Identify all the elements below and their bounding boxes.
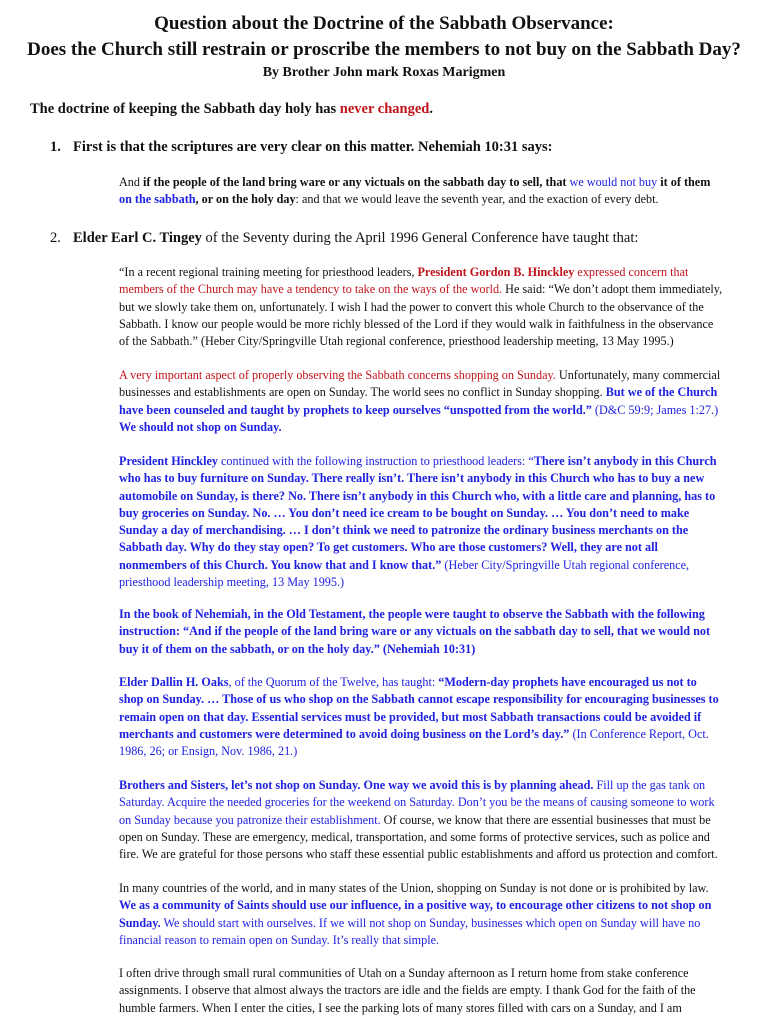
text-run: assignments. I observe that almost always the tractors are idle and the fields are empty. I thank God for the faith of the (119, 983, 696, 998)
quote-paragraph-7 (119, 880, 739, 949)
text-line (119, 264, 739, 281)
text-run: Brothers and Sisters, let’s not shop on Sunday. One way we avoid this is by planning ahead. (119, 778, 594, 792)
text-run: humble farmers. When I enter the cities, I see the parking lots of many stores filled with cars on a Sunday, and I am (119, 1000, 682, 1015)
text-line (119, 777, 739, 794)
text-run: (In Conference Report, Oct. (569, 726, 709, 741)
text-run: Sunday a day of merchandising. … I don’t think we need to patronize the ordinary business merchants on the (119, 523, 689, 538)
text-run: Of course, we know that there are essential businesses that must be (380, 812, 711, 827)
text-run: President Hinckley (119, 454, 218, 468)
text-line (119, 402, 739, 419)
text-run: shop on Sunday. … Those of us who shop on the Sabbath cannot escape responsibility for encouraging businesses to (119, 692, 719, 707)
text-line (119, 281, 739, 298)
text-run: . (429, 101, 433, 117)
text-run: members of the Church may have a tendency to take on the ways of the world. (119, 282, 503, 297)
text-run: nonmembers of this Church. You know that and I know that.” (119, 557, 442, 572)
quote-paragraph-4 (119, 606, 739, 658)
text-run: of the Sabbath.” (Heber City/Springville Utah regional conference, priesthood leadership meeting, 13 May 1995.) (119, 334, 674, 349)
text-run: , of the Quorum of the Twelve, has taught: (228, 675, 439, 689)
scripture-quote (119, 174, 739, 209)
text-line (119, 453, 739, 470)
text-run: 1986, 26; or Ensign, Nov. 1986, 21.) (119, 744, 298, 759)
text-run: we would not buy (569, 175, 658, 189)
text-run: But we of the Church (605, 385, 718, 400)
quote-paragraph-6 (119, 777, 739, 863)
emphasis-text: never changed (339, 101, 430, 117)
text-run: The doctrine of keeping the Sabbath day holy has (30, 101, 340, 117)
page-subtitle: Does the Church still restrain or proscribe the members to not buy on the Sabbath Day? (27, 39, 741, 60)
text-run: of the Seventy during the April 1996 General Conference have taught that: (201, 230, 639, 246)
text-run: on the sabbath (119, 192, 196, 207)
text-run: buy groceries on Sunday. No. … You don’t need ice cream to be bought on Sunday. … You don’t need to make (119, 505, 690, 520)
text-line (119, 726, 739, 743)
text-run: There isn’t anybody in this Church (533, 454, 717, 468)
text-run: In the book of Nehemiah, in the Old Testament, the people were taught to observe the Sabbath with the following (119, 607, 705, 621)
page-title: Question about the Doctrine of the Sabbath Observance: (154, 13, 614, 34)
text-run: “Modern-day prophets have encouraged us not to (438, 675, 697, 689)
text-line (119, 557, 739, 574)
text-run: if the people of the land bring ware or any victuals on the sabbath day to sell, that (143, 175, 570, 189)
list-number: 1. (50, 139, 61, 155)
text-run: Elder Dallin H. Oaks (119, 675, 229, 689)
text-run: but we slowly take them on, unfortunately. I wish I had the power to convert this whole Church to the observance of the (119, 299, 704, 314)
list-number: 2. (50, 230, 61, 246)
text-run: : and that we would leave the seventh year, and the exaction of every debt. (295, 192, 659, 207)
text-run: First is that the scriptures are very clear on this matter. Nehemiah 10:31 says: (73, 139, 553, 155)
text-line (119, 674, 739, 691)
text-line (119, 174, 739, 191)
text-run: Saturday. Acquire the needed groceries for the weekend on Saturday. Don’t you be the means of causing someone to work (119, 795, 715, 810)
text-run: We as a community of Saints should use our influence, in a positive way, to encourage other citizens to not shop on (119, 898, 712, 913)
text-run: He said: “We don’t adopt them immediately, (502, 282, 723, 297)
text-run: open on Sunday. These are emergency, medical, transportation, and some forms of protective services, such as police and (119, 829, 710, 844)
author-byline: By Brother John mark Roxas Marigmen (262, 65, 506, 80)
text-run: President Gordon B. Hinckley (417, 265, 575, 279)
text-run: I often drive through small rural communities of Utah on a Sunday afternoon as I return home from stake conference (119, 966, 689, 980)
text-run: We should not shop on Sunday. (119, 419, 282, 434)
text-run: fire. We are grateful for those persons who staff these essential public establishments and afford us protection and comfort. (119, 847, 718, 862)
text-run: In many countries of the world, and in many states of the Union, shopping on Sunday is not done or is prohibited by law. (119, 881, 709, 895)
text-run: expressed concern that (574, 265, 689, 279)
quote-paragraph-2 (119, 367, 739, 436)
text-run: And (119, 175, 144, 189)
quote-paragraph-3 (119, 453, 739, 591)
text-run: Fill up the gas tank on (593, 778, 706, 792)
text-run: Sunday. (119, 915, 161, 930)
text-run: it of them (657, 175, 711, 189)
text-run: A very important aspect of properly observing the Sabbath concerns shopping on Sunday. (119, 368, 556, 382)
text-run: have been counseled and taught by prophets to keep ourselves “unspotted from the world.” (119, 402, 592, 417)
text-run: businesses and establishments are open on Sunday. The world sees no conflict in Sunday shopping. (119, 385, 606, 400)
text-line (119, 915, 739, 932)
text-run: remain open on that day. Essential services must be provided, but most Sabbath transactions could be avoided if (119, 709, 702, 724)
text-run: Sabbath. I know our people would be more richly blessed of the Lord if they would walk in faithfulness in the observance (119, 316, 714, 331)
quote-paragraph-5 (119, 674, 739, 760)
list-item-2 (50, 230, 638, 247)
text-run: who has to buy furniture on Sunday. There really isn’t. There isn’t anybody in this Church who has to buy a new (119, 471, 705, 486)
text-run: buy it of them on the sabbath, or on the holy day.” (Nehemiah 10:31) (119, 641, 476, 656)
text-run: We should start with ourselves. If we will not shop on Sunday, businesses which open on Sunday will have no (160, 915, 701, 930)
text-run: continued with the following instruction to priesthood leaders: “ (217, 454, 534, 468)
text-run: (D&C 59:9; James 1:27.) (591, 402, 719, 417)
quote-paragraph-1 (119, 264, 739, 350)
text-run: financial reason to remain open on Sunday. It’s really that simple. (119, 932, 440, 947)
text-run: Sabbath day. Why do they stay open? To get customers. Who are those customers? Well, they are not all (119, 540, 658, 555)
list-item-1 (50, 139, 553, 156)
text-run: Elder Earl C. Tingey (73, 230, 202, 246)
text-run: priesthood leadership meeting, 13 May 1995.) (119, 575, 345, 590)
text-line (119, 384, 739, 401)
text-run: instruction: “And if the people of the land bring ware or any victuals on the sabbath day to sell, that we would not (119, 624, 711, 639)
text-line (119, 812, 739, 829)
text-line (119, 367, 739, 384)
text-run: “In a recent regional training meeting for priesthood leaders, (119, 265, 418, 279)
intro-statement (30, 101, 433, 118)
text-run: , or on the holy day (195, 192, 296, 207)
text-run: on Sunday because you patronize their establishment. (119, 812, 381, 827)
text-run: Unfortunately, many commercial (555, 368, 721, 382)
text-run: automobile on Sunday, is there? No. There isn’t anybody in this Church who, with a little care and planning, has to (119, 488, 716, 503)
text-line (119, 191, 739, 208)
text-run: (Heber City/Springville Utah regional conference, (441, 557, 690, 572)
text-run: merchants and customers were determined to avoid doing business on the Lord’s day.” (119, 726, 570, 741)
quote-paragraph-8 (119, 965, 739, 1017)
